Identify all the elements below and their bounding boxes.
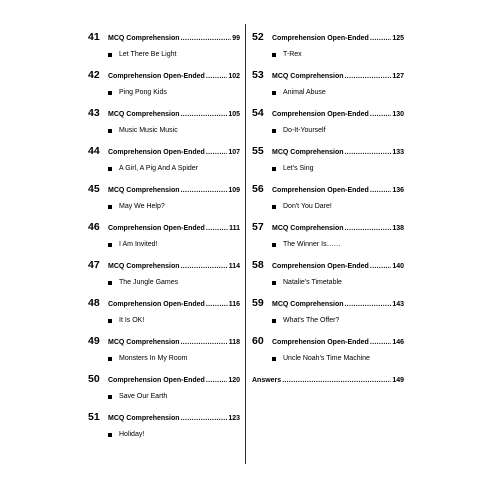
answers-label: Answers — [252, 377, 282, 384]
toc-entry[interactable] — [252, 259, 404, 297]
square-bullet-icon — [108, 91, 112, 95]
leader-dots — [206, 73, 227, 80]
right-entries — [252, 31, 404, 373]
toc-entry[interactable] — [252, 145, 404, 183]
leader-dots — [206, 301, 228, 308]
unit-type: MCQ Comprehension — [108, 415, 180, 422]
toc-entry[interactable] — [88, 259, 240, 297]
unit-number: 46 — [88, 221, 100, 233]
square-bullet-icon — [108, 433, 112, 437]
toc-entry[interactable] — [252, 31, 404, 69]
square-bullet-icon — [108, 395, 112, 399]
toc-entry[interactable] — [88, 335, 240, 373]
page-number: 143 — [392, 301, 404, 308]
unit-number: 60 — [252, 335, 264, 347]
page-number: 118 — [228, 339, 240, 346]
story-title: Natalie's Timetable — [283, 279, 342, 286]
story-line — [272, 238, 404, 251]
entry-heading — [88, 335, 240, 352]
entry-heading — [88, 31, 240, 48]
page-number: 123 — [228, 415, 240, 422]
unit-number: 59 — [252, 297, 264, 309]
square-bullet-icon — [108, 357, 112, 361]
square-bullet-icon — [108, 281, 112, 285]
story-title: The Jungle Games — [119, 279, 179, 286]
story-title: I Am Invited! — [119, 241, 158, 248]
story-title: T-Rex — [283, 51, 302, 58]
entry-heading — [88, 183, 240, 200]
toc-entry[interactable] — [252, 335, 404, 373]
story-title: What's The Offer? — [283, 317, 340, 324]
unit-type: MCQ Comprehension — [108, 263, 180, 270]
story-line — [272, 314, 404, 327]
square-bullet-icon — [108, 243, 112, 247]
leader-dots — [282, 377, 391, 384]
story-line — [108, 162, 240, 175]
answers-page-number: 149 — [392, 377, 404, 384]
toc-entry[interactable] — [252, 107, 404, 145]
toc-entry[interactable] — [88, 373, 240, 411]
story-title: Holiday! — [119, 431, 145, 438]
leader-dots — [345, 301, 392, 308]
page-number: 127 — [392, 73, 404, 80]
toc-entry[interactable] — [252, 221, 404, 259]
unit-number: 57 — [252, 221, 264, 233]
story-line — [272, 124, 404, 137]
toc-entry[interactable] — [88, 69, 240, 107]
leader-dots — [181, 187, 228, 194]
leader-dots — [181, 263, 228, 270]
unit-type: Comprehension Open-Ended — [108, 73, 205, 80]
story-line — [272, 352, 404, 365]
unit-type: Comprehension Open-Ended — [272, 35, 369, 42]
square-bullet-icon — [108, 129, 112, 133]
unit-type: Comprehension Open-Ended — [108, 225, 205, 232]
story-title: Music Music Music — [119, 127, 178, 134]
entry-heading — [252, 31, 404, 48]
toc-entry[interactable] — [88, 107, 240, 145]
story-line — [108, 200, 240, 213]
toc-entry[interactable] — [88, 221, 240, 259]
leader-dots — [370, 35, 391, 42]
story-line — [272, 86, 404, 99]
square-bullet-icon — [272, 243, 276, 247]
unit-type: MCQ Comprehension — [272, 225, 344, 232]
unit-type: Comprehension Open-Ended — [108, 301, 205, 308]
square-bullet-icon — [272, 167, 276, 171]
entry-heading — [252, 335, 404, 352]
story-line — [108, 124, 240, 137]
entry-heading — [88, 107, 240, 124]
toc-entry[interactable] — [88, 31, 240, 69]
leader-dots — [370, 111, 391, 118]
unit-type: MCQ Comprehension — [272, 301, 344, 308]
story-line — [272, 162, 404, 175]
story-line — [108, 352, 240, 365]
entry-heading — [252, 145, 404, 162]
entry-heading — [88, 411, 240, 428]
story-title: Ping Pong Kids — [119, 89, 167, 96]
story-line — [108, 390, 240, 403]
toc-entry[interactable] — [88, 411, 240, 449]
page-number: 138 — [392, 225, 404, 232]
page-number: 120 — [228, 377, 240, 384]
leader-dots — [370, 339, 391, 346]
entry-heading — [88, 259, 240, 276]
answers-entry[interactable] — [252, 377, 404, 384]
entry-heading — [88, 221, 240, 238]
unit-type: Comprehension Open-Ended — [272, 187, 369, 194]
page-number: 136 — [392, 187, 404, 194]
toc-entry[interactable] — [252, 69, 404, 107]
page-number: 130 — [392, 111, 404, 118]
toc-entry[interactable] — [88, 145, 240, 183]
unit-type: MCQ Comprehension — [108, 35, 180, 42]
unit-number: 41 — [88, 31, 100, 43]
unit-number: 47 — [88, 259, 100, 271]
contents-column-right — [252, 31, 404, 384]
square-bullet-icon — [272, 205, 276, 209]
page-number: 133 — [392, 149, 404, 156]
story-title: Save Our Earth — [119, 393, 168, 400]
toc-entry[interactable] — [88, 297, 240, 335]
entry-heading — [252, 221, 404, 238]
square-bullet-icon — [108, 167, 112, 171]
story-line — [272, 48, 404, 61]
contents-column-left — [88, 31, 240, 449]
entry-heading — [252, 69, 404, 86]
story-title: A Girl, A Pig And A Spider — [119, 165, 198, 172]
square-bullet-icon — [108, 53, 112, 57]
unit-number: 49 — [88, 335, 100, 347]
story-title: It Is OK! — [119, 317, 145, 324]
page-number: 102 — [228, 73, 240, 80]
page-number: 140 — [392, 263, 404, 270]
leader-dots — [181, 339, 228, 346]
leader-dots — [206, 377, 227, 384]
square-bullet-icon — [272, 319, 276, 323]
page-number: 109 — [228, 187, 240, 194]
leader-dots — [370, 263, 391, 270]
square-bullet-icon — [108, 205, 112, 209]
story-line — [108, 238, 240, 251]
story-title: The Winner Is…… — [283, 241, 341, 248]
toc-entry[interactable] — [88, 183, 240, 221]
unit-number: 43 — [88, 107, 100, 119]
leader-dots — [345, 225, 392, 232]
unit-number: 45 — [88, 183, 100, 195]
leader-dots — [206, 149, 227, 156]
page-number: 99 — [232, 35, 240, 42]
story-title: Don't You Dare! — [283, 203, 332, 210]
unit-number: 58 — [252, 259, 264, 271]
page-number: 125 — [392, 35, 404, 42]
square-bullet-icon — [272, 53, 276, 57]
page-number: 105 — [228, 111, 240, 118]
leader-dots — [345, 73, 392, 80]
leader-dots — [181, 35, 232, 42]
story-title: Let There Be Light — [119, 51, 177, 58]
story-title: Let's Sing — [283, 165, 314, 172]
unit-number: 51 — [88, 411, 100, 423]
unit-type: MCQ Comprehension — [272, 73, 344, 80]
unit-type: MCQ Comprehension — [108, 339, 180, 346]
entry-heading — [252, 107, 404, 124]
entry-heading — [88, 297, 240, 314]
leader-dots — [345, 149, 392, 156]
square-bullet-icon — [272, 357, 276, 361]
entry-heading — [252, 259, 404, 276]
story-title: Uncle Noah's Time Machine — [283, 355, 370, 362]
unit-type: MCQ Comprehension — [108, 187, 180, 194]
entry-heading — [88, 373, 240, 390]
square-bullet-icon — [272, 91, 276, 95]
leader-dots — [181, 415, 228, 422]
unit-type: Comprehension Open-Ended — [108, 149, 205, 156]
toc-entry[interactable] — [252, 183, 404, 221]
square-bullet-icon — [272, 129, 276, 133]
unit-number: 48 — [88, 297, 100, 309]
story-line — [272, 200, 404, 213]
unit-number: 56 — [252, 183, 264, 195]
unit-type: MCQ Comprehension — [108, 111, 180, 118]
story-title: Do-It-Yourself — [283, 127, 326, 134]
unit-number: 54 — [252, 107, 264, 119]
page-number: 146 — [392, 339, 404, 346]
unit-type: Comprehension Open-Ended — [272, 263, 369, 270]
unit-number: 50 — [88, 373, 100, 385]
unit-type: Comprehension Open-Ended — [108, 377, 205, 384]
toc-entry[interactable] — [252, 297, 404, 335]
page-number: 114 — [228, 263, 240, 270]
entry-heading — [88, 145, 240, 162]
unit-number: 53 — [252, 69, 264, 81]
leader-dots — [370, 187, 391, 194]
unit-type: Comprehension Open-Ended — [272, 111, 369, 118]
unit-type: MCQ Comprehension — [272, 149, 344, 156]
unit-number: 52 — [252, 31, 264, 43]
story-line — [108, 314, 240, 327]
story-line — [272, 276, 404, 289]
story-title: Animal Abuse — [283, 89, 326, 96]
leader-dots — [206, 225, 228, 232]
unit-number: 55 — [252, 145, 264, 157]
page-number: 116 — [228, 301, 240, 308]
unit-number: 44 — [88, 145, 100, 157]
story-line — [108, 428, 240, 441]
entry-heading — [252, 183, 404, 200]
story-line — [108, 276, 240, 289]
leader-dots — [181, 111, 228, 118]
story-title: Monsters In My Room — [119, 355, 188, 362]
column-divider — [245, 24, 246, 464]
entry-heading — [252, 297, 404, 314]
unit-number: 42 — [88, 69, 100, 81]
story-title: May We Help? — [119, 203, 165, 210]
story-line — [108, 86, 240, 99]
story-line — [108, 48, 240, 61]
square-bullet-icon — [108, 319, 112, 323]
page-number: 107 — [228, 149, 240, 156]
page-number: 111 — [229, 225, 240, 232]
unit-type: Comprehension Open-Ended — [272, 339, 369, 346]
square-bullet-icon — [272, 281, 276, 285]
entry-heading — [88, 69, 240, 86]
